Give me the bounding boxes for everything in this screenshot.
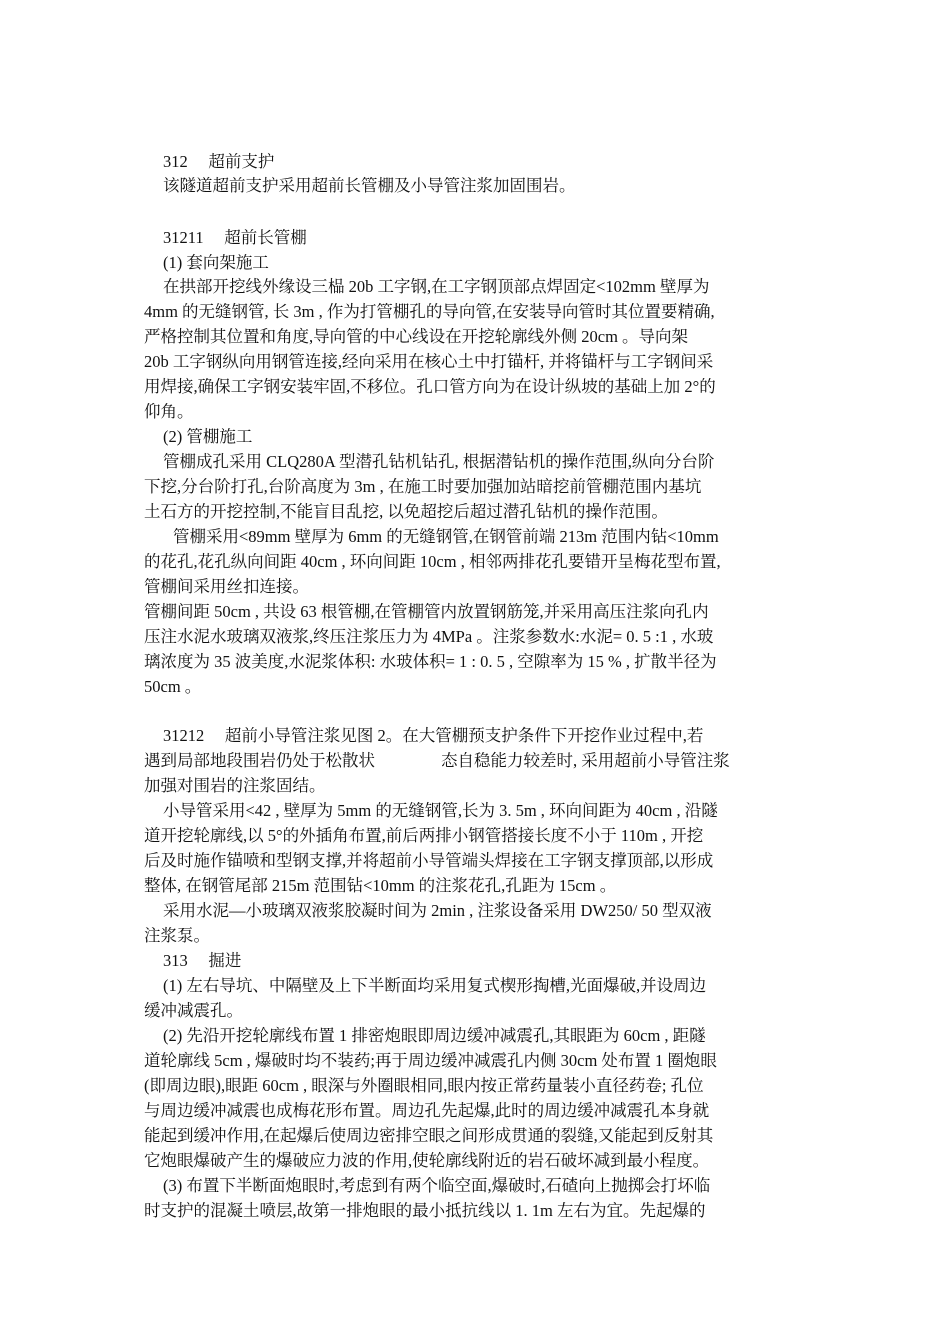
paragraph-line: 该隧道超前支护采用超前长管棚及小导管注浆加固围岩。 bbox=[163, 176, 576, 195]
paragraph-line: 遇到局部地段围岩仍处于松散状 态自稳能力较差时, 采用超前小导管注浆 bbox=[144, 751, 730, 770]
paragraph-line: 道轮廓线 5cm , 爆破时均不装药;再于周边缓冲减震孔内侧 30cm 处布置 1 圈炮眼 bbox=[144, 1051, 717, 1070]
paragraph-line: 在拱部开挖线外缘设三榀 20b 工字钢,在工字钢顶部点焊固定<102mm 壁厚为 bbox=[163, 277, 710, 296]
paragraph-line: 土石方的开挖控制,不能盲目乱挖, 以免超挖后超过潜孔钻机的操作范围。 bbox=[144, 502, 668, 521]
paragraph-line: 与周边缓冲减震也成梅花形布置。周边孔先起爆,此时的周边缓冲减震孔本身就 bbox=[144, 1101, 710, 1120]
paragraph-line: 下挖,分台阶打孔,台阶高度为 3m , 在施工时要加强加站暗挖前管棚范围内基坑 bbox=[144, 477, 702, 496]
heading-312: 312 超前支护 bbox=[163, 152, 275, 171]
paragraph-line: 4mm 的无缝钢管, 长 3m , 作为打管棚孔的导向管,在安装导向管时其位置要精确, bbox=[144, 302, 715, 321]
paragraph-line: 20b 工字钢纵向用钢管连接,经向采用在核心土中打锚杆, 并将锚杆与工字钢间采 bbox=[144, 352, 714, 371]
paragraph-line: 小导管采用<42 , 壁厚为 5mm 的无缝钢管,长为 3. 5m , 环向间距为 40cm , 沿隧 bbox=[163, 801, 718, 820]
subheading-1: (1) 套向架施工 bbox=[163, 253, 269, 272]
paragraph-line: 能起到缓冲作用,在起爆后使周边密排空眼之间形成贯通的裂缝,又能起到反射其 bbox=[144, 1126, 714, 1145]
paragraph-line: 严格控制其位置和角度,导向管的中心线设在开挖轮廓线外侧 20cm 。导向架 bbox=[144, 327, 689, 346]
paragraph-line: 管棚采用<89mm 壁厚为 6mm 的无缝钢管,在钢管前端 213m 范围内钻<10mm bbox=[173, 527, 719, 546]
heading-31212: 31212 超前小导管注浆见图 2。在大管棚预支护条件下开挖作业过程中,若 bbox=[163, 726, 704, 745]
paragraph-line: 50cm 。 bbox=[144, 677, 202, 696]
paragraph-line: 它炮眼爆破产生的爆破应力波的作用,使轮廓线附近的岩石破坏减到最小程度。 bbox=[144, 1151, 710, 1170]
paragraph-line: 的花孔,花孔纵向间距 40cm , 环向间距 10cm , 相邻两排花孔要错开呈梅花型布置, bbox=[144, 552, 721, 571]
heading-31211: 31211 超前长管棚 bbox=[163, 228, 307, 247]
paragraph-line: 加强对围岩的注浆固结。 bbox=[144, 776, 326, 795]
paragraph-line: 用焊接,确保工字钢安装牢固,不移位。孔口管方向为在设计纵坡的基础上加 2°的 bbox=[144, 377, 716, 396]
paragraph-line: 注浆泵。 bbox=[144, 926, 210, 945]
paragraph-line: 压注水泥水玻璃双液浆,终压注浆压力为 4MPa 。注浆参数水:水泥= 0. 5 :1 , 水玻 bbox=[144, 627, 714, 646]
paragraph-line: 采用水泥—小玻璃双液浆胶凝时间为 2min , 注浆设备采用 DW250/ 50 型双液 bbox=[163, 901, 712, 920]
paragraph-line: 后及时施作锚喷和型钢支撑,并将超前小导管端头焊接在工字钢支撑顶部,以形成 bbox=[144, 851, 714, 870]
paragraph-line: 道开挖轮廓线,以 5°的外插角布置,前后两排小钢管搭接长度不小于 110m , 开挖 bbox=[144, 826, 704, 845]
paragraph-line: 缓冲减震孔。 bbox=[144, 1001, 243, 1020]
paragraph-line: 整体, 在钢管尾部 215m 范围钻<10mm 的注浆花孔,孔距为 15cm 。 bbox=[144, 876, 617, 895]
heading-313: 313 掘进 bbox=[163, 951, 242, 970]
paragraph-line: (1) 左右导坑、中隔壁及上下半断面均采用复式楔形掏槽,光面爆破,并设周边 bbox=[163, 976, 707, 995]
paragraph-line: 时支护的混凝土喷层,故第一排炮眼的最小抵抗线以 1. 1m 左右为宜。先起爆的 bbox=[144, 1201, 706, 1220]
paragraph-line: 管棚间距 50cm , 共设 63 根管棚,在管棚管内放置钢筋笼,并采用高压注浆向孔内 bbox=[144, 602, 709, 621]
paragraph-line: (2) 先沿开挖轮廓线布置 1 排密炮眼即周边缓冲减震孔,其眼距为 60cm , 距隧 bbox=[163, 1026, 706, 1045]
paragraph-line: 管棚间采用丝扣连接。 bbox=[144, 577, 309, 596]
paragraph-line: 管棚成孔采用 CLQ280A 型潜孔钻机钻孔, 根据潜钻机的操作范围,纵向分台阶 bbox=[163, 452, 715, 471]
paragraph-line: (即周边眼),眼距 60cm , 眼深与外圈眼相同,眼内按正常药量装小直径药卷; 孔位 bbox=[144, 1076, 704, 1095]
paragraph-line: (3) 布置下半断面炮眼时,考虑到有两个临空面,爆破时,石碴向上抛掷会打坏临 bbox=[163, 1176, 711, 1195]
paragraph-line: 仰角。 bbox=[144, 402, 194, 421]
subheading-2: (2) 管棚施工 bbox=[163, 427, 253, 446]
paragraph-line: 璃浓度为 35 波美度,水泥浆体积: 水玻体积= 1 : 0. 5 , 空隙率为 15 % , 扩散半径为 bbox=[144, 652, 717, 671]
